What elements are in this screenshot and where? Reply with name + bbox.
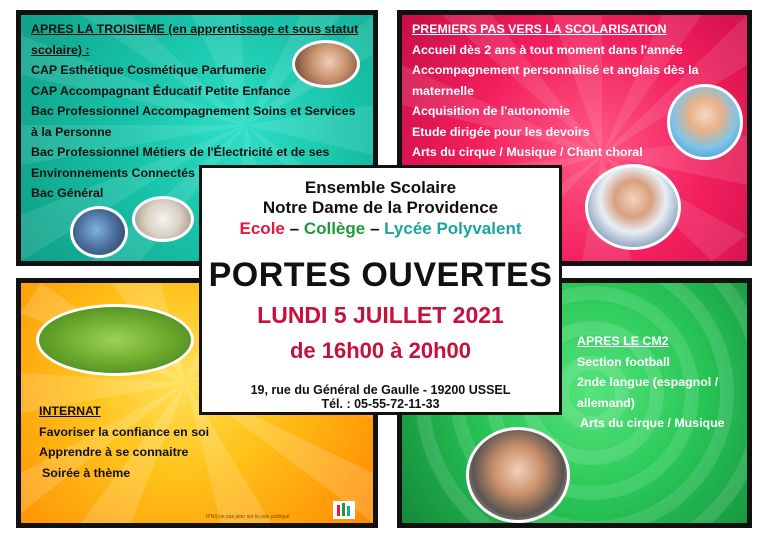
open-day-announcement [199,165,562,415]
list-item: Accompagnement personnalisé et anglais dès la maternelle [412,63,699,98]
list-item: Bac Professionnel Accompagnement Soins et Services à la Personne [31,104,356,139]
students-on-lawn-photo [36,304,194,376]
panel-heading: PREMIERS PAS VERS LA SCOLARISATION [412,22,667,36]
list-item: Arts du cirque / Musique / Chant choral [412,145,643,159]
list-item: Arts du cirque / Musique [580,416,725,430]
level-ecole: Ecole [239,219,285,238]
list-item: CAP Accompagnant Éducatif Petite Enfance [31,83,291,98]
list-item: Section football [577,354,670,369]
level-separator: – [369,219,380,238]
school-levels [202,219,559,239]
teenage-boy-and-girl-photo [466,427,570,523]
panel-heading: APRES LA TROISIEME (en apprentissage et sous statut scolaire) : [31,22,359,57]
list-item: Bac Professionnel Métiers de l'Électricité et de ses Environnements Connectés [31,145,330,180]
school-name-line2: Notre Dame de la Providence [262,198,499,217]
woman-perfume-photo [292,40,360,88]
level-college: Collège [303,219,366,238]
child-painted-hands-photo [667,84,743,160]
school-address: 19, rue du Général de Gaulle - 19200 USSEL [250,383,511,397]
schoolgirl-at-desk-photo [585,164,681,250]
level-lycee: Lycée Polyvalent [384,219,522,238]
list-item: Favoriser la confiance en soi [39,424,210,439]
list-item: CAP Esthétique Cosmétique Parfumerie [31,63,267,77]
list-item: Apprendre à se connaitre [39,445,189,459]
list-item: Accueil dès 2 ans à tout moment dans l'année [412,42,683,57]
electrician-students-photo [70,206,128,258]
level-separator: – [289,219,300,238]
event-date: LUNDI 5 JUILLET 2021 [257,302,504,328]
panel-heading: INTERNAT [39,404,101,418]
event-title: PORTES OUVERTES [208,256,553,294]
list-item: Etude dirigée pour les devoirs [412,124,590,139]
footnote: IPNS ne pas jeter sur la voie publique [206,514,290,520]
school-phone: Tél. : 05-55-72-11-33 [321,397,440,411]
list-item: 2nde langue (espagnol / allemand) [577,375,719,410]
event-hours: de 16h00 à 20h00 [289,338,471,363]
panel-heading: APRES LE CM2 [577,334,669,348]
list-item: Soirée à thème [42,465,131,480]
list-item: Bac Général [31,186,104,200]
caregiver-photo [132,196,194,242]
school-logo [333,501,355,519]
school-name-line1: Ensemble Scolaire [304,178,457,197]
list-item: Acquisition de l'autonomie [412,104,570,118]
